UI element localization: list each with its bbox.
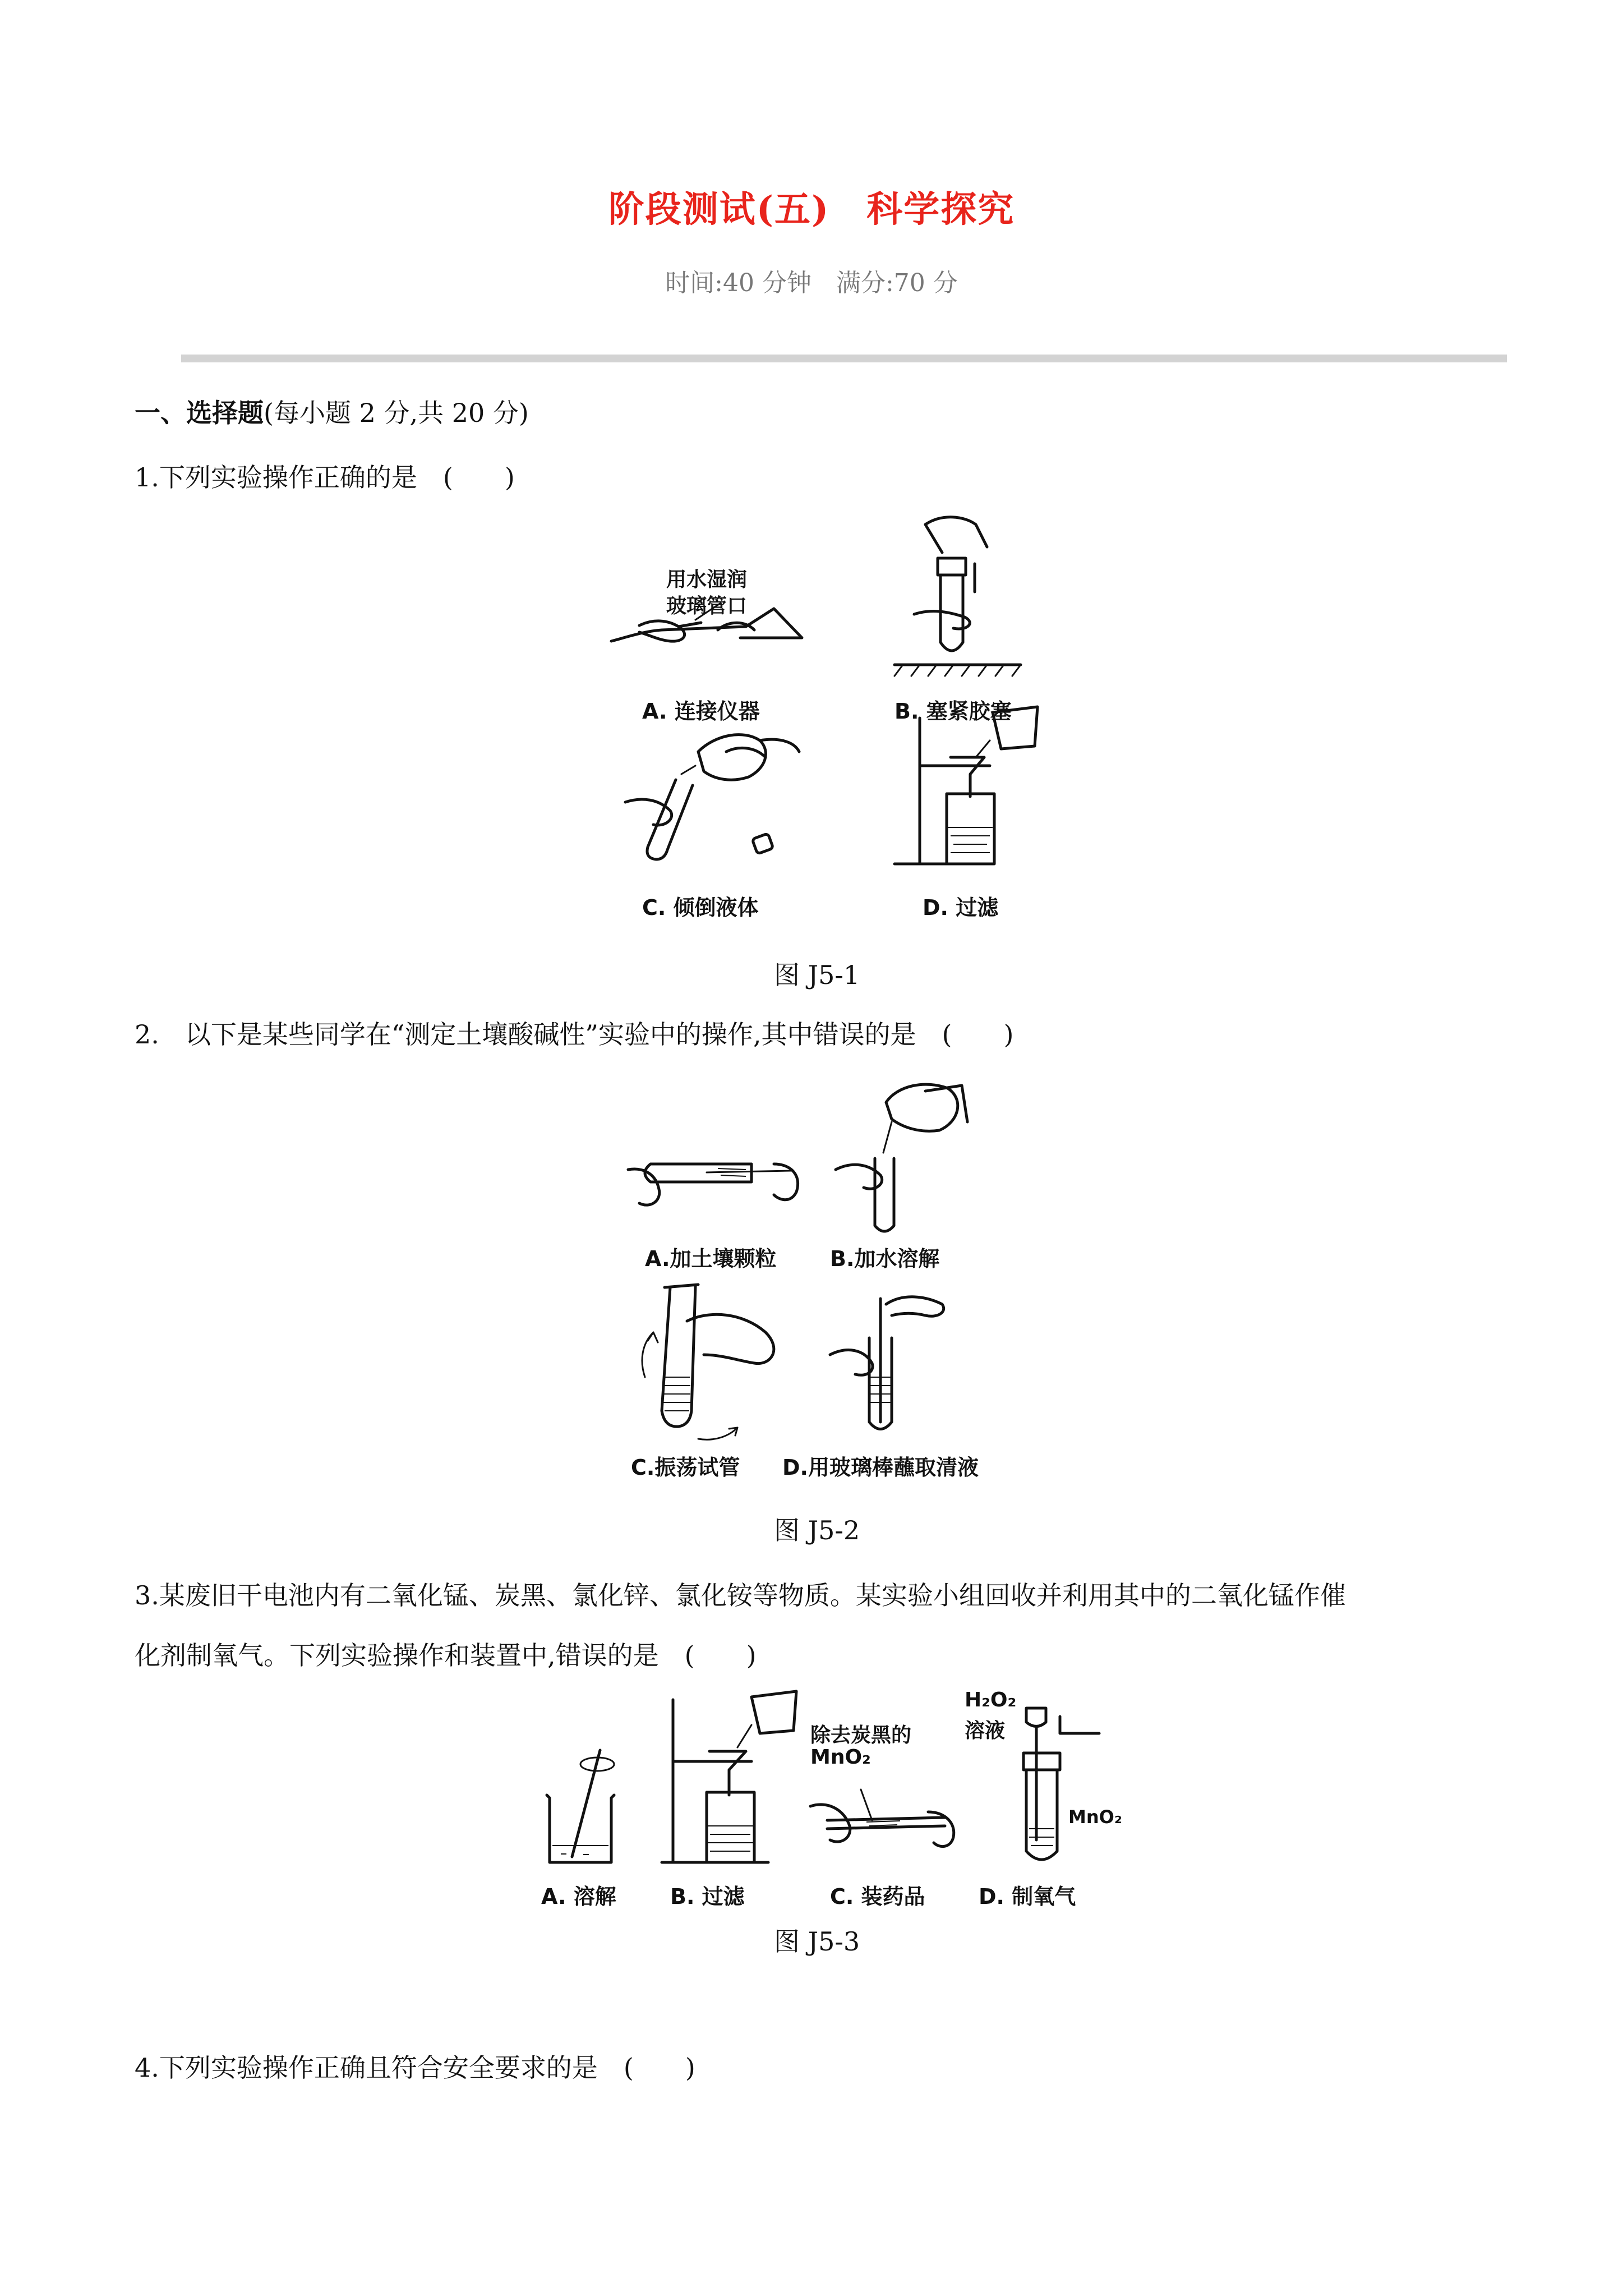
question-4-text: 4.下列实验操作正确且符合安全要求的是 ( ) [135,2053,695,2083]
figure-j5-1-panel-c-drawing [614,729,805,881]
figure-j5-1-panel-a-label: A. 连接仪器 [642,699,760,724]
figure-j5-1-annotation-line1: 用水湿润 [666,568,748,591]
figure-j5-3-panel-a-label: A. 溶解 [541,1884,616,1909]
question-3-text-line2: 化剂制氧气。下列实验操作和装置中,错误的是 ( ) [135,1640,757,1671]
figure-j5-3-panel-d-annotation-line2: 溶液 [965,1719,1006,1742]
figure-j5-3-panel-b-label: B. 过滤 [670,1884,745,1909]
section-heading [135,393,529,430]
figure-j5-2-panel-d-label: D.用玻璃棒蘸取清液 [782,1455,979,1480]
figure-j5-2 [623,1069,1015,1495]
figure-j5-1-panel-d-drawing [886,696,1054,881]
section-note: (每小题 2 分,共 20 分) [264,398,529,428]
figure-j5-3-panel-d-solid-label: MnO₂ [1068,1806,1122,1828]
question-1-text: 1.下列实验操作正确的是 ( ) [135,462,515,493]
figure-j5-3 [527,1688,1122,1913]
question-3-text-line1: 3.某废旧干电池内有二氧化锰、炭黑、氯化锌、氯化铵等物质。某实验小组回收并利用其中的二氧化锰作催 [135,1580,1346,1611]
figure-j5-1-panel-b-label: B. 塞紧胶塞 [895,699,1012,724]
figure-j5-1 [600,513,1060,934]
figure-j5-1-caption: 图 J5-1 [774,960,860,990]
figure-j5-2-panel-b-label: B.加水溶解 [830,1246,940,1271]
page-subtitle: 时间:40 分钟 满分:70 分 [665,269,958,297]
figure-j5-2-panel-c-label: C.振荡试管 [631,1455,740,1480]
figure-j5-2-caption: 图 J5-2 [774,1515,860,1545]
figure-j5-2-panel-d-drawing [813,1282,981,1450]
figure-j5-3-caption: 图 J5-3 [774,1926,860,1957]
figure-j5-2-panel-a-label: A.加土壤颗粒 [645,1246,777,1271]
figure-j5-2-panel-b-drawing [813,1069,981,1237]
figure-j5-1-annotation-line2: 玻璃管口 [666,595,748,618]
figure-j5-3-panel-c-annotation-line2: MnO₂ [810,1746,871,1769]
figure-j5-2-panel-a-drawing [623,1147,808,1220]
figure-j5-2-panel-c-drawing [631,1276,794,1456]
figure-j5-3-panel-d-drawing [1004,1700,1110,1868]
figure-j5-3-panel-b-drawing [656,1688,802,1868]
header-divider [181,355,1507,362]
figure-j5-1-panel-d-label: D. 过滤 [923,895,999,920]
figure-j5-3-panel-c-label: C. 装药品 [830,1884,925,1909]
question-2-text: 2. 以下是某些同学在“测定土壤酸碱性”实验中的操作,其中错误的是 ( ) [135,1019,1014,1050]
page-title: 阶段测试(五) 科学探究 [608,188,1015,231]
figure-j5-3-panel-d-annotation-line1: H₂O₂ [965,1688,1017,1711]
figure-j5-1-panel-c-label: C. 倾倒液体 [642,895,759,920]
figure-j5-3-panel-c-drawing [805,1773,962,1868]
figure-j5-3-panel-c-annotation-line1: 除去炭黑的 [810,1724,912,1747]
figure-j5-3-panel-d-label: D. 制氧气 [979,1884,1076,1909]
section-label: 一、选择题 [135,398,264,428]
figure-j5-1-panel-b-drawing [892,513,1026,682]
figure-j5-3-panel-a-drawing [538,1745,628,1862]
